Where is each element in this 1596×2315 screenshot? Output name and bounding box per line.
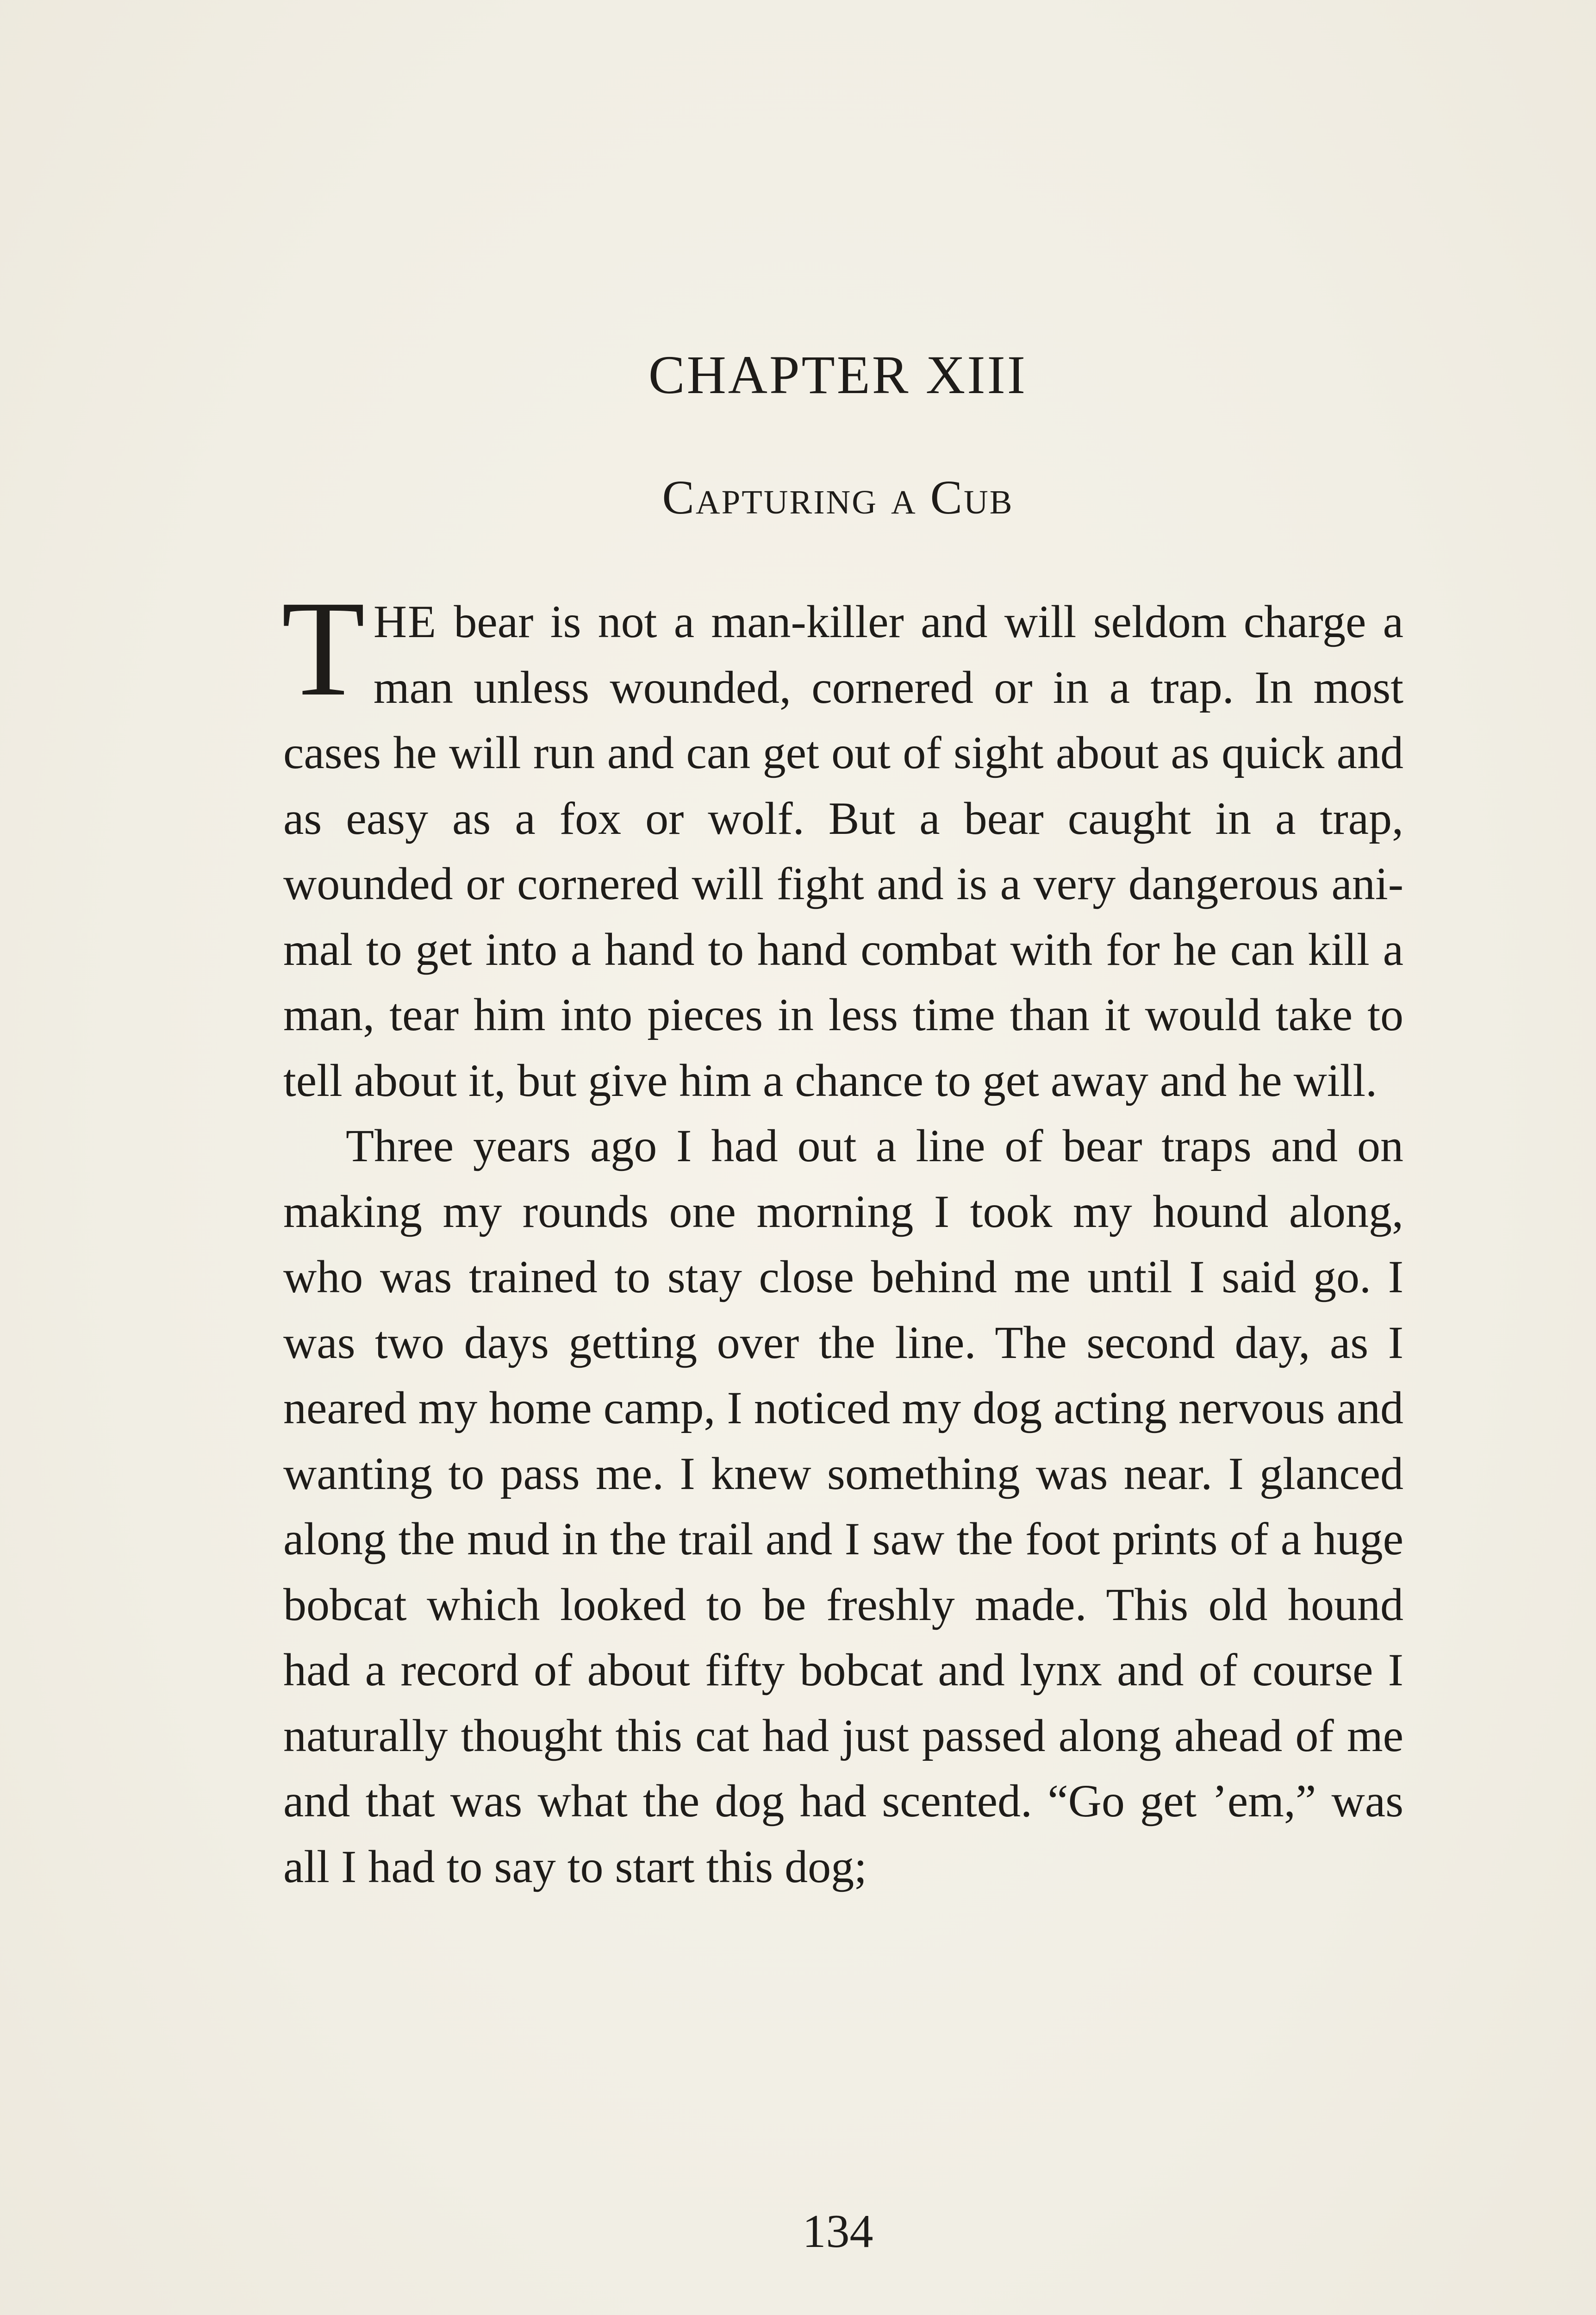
page-number: 134 (802, 2205, 873, 2258)
first-word: HE (373, 596, 437, 647)
chapter-subtitle: Capturing a Cub (662, 471, 1014, 524)
paragraph-2: Three years ago I had out a line of bear traps and on making my rounds one morning I took my hound along, who was trained to stay close behind me until I said go. I was two days getting over the line. The second day, as I neared my home camp, I noticed my dog acting nervous and wanting to pass me. I knew something was near. I glanced along the mud in the trail and I saw the foot prints of a huge bobcat which looked to be freshly made. This old hound had a record of about fifty bobcat and lynx and of course I naturally thought this cat had just passed along ahead of me and that was what the dog had scented. “Go get ’em,” was all I had to say to start this dog; (283, 1120, 1403, 1892)
chapter-title: CHAPTER XIII (648, 344, 1028, 405)
paragraph-1-text: bear is not a man-killer and will seldom charge a man unless wounded, cornered or in a trap. In most cases he will run and can get out of sight about as quick and as easy as a fox or wolf. But a bear caught in a trap, wounded or cornered will fight and is a very dangerous animal to get into a hand to hand combat with for he can kill a man, tear him into pieces in less time than it would take to tell about it, but give him a chance to get away and he will. (283, 596, 1403, 1106)
paragraph-1 (281, 573, 1403, 1113)
body-text (281, 573, 1403, 1899)
drop-cap: T (281, 573, 365, 725)
